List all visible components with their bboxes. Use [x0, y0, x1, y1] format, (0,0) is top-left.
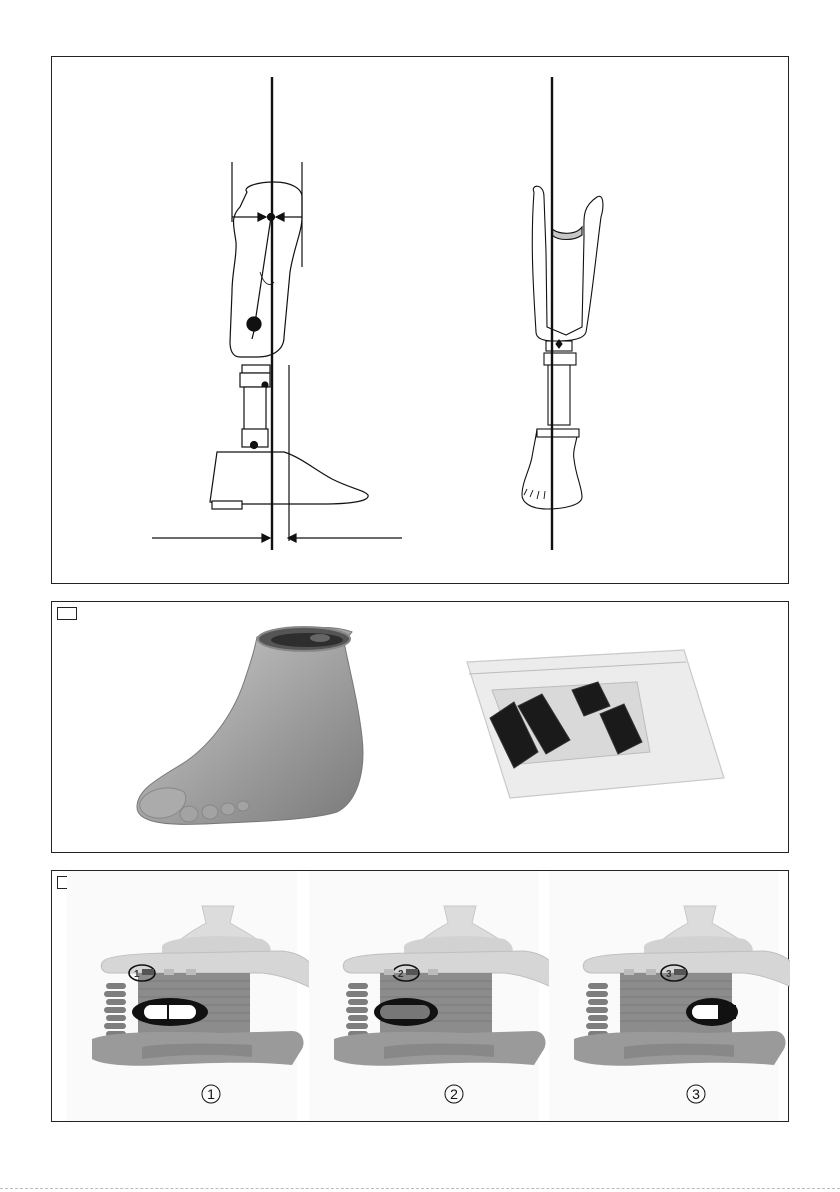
setting-1-image: [67, 871, 322, 1121]
position-2-label: 2: [450, 1086, 458, 1102]
alignment-drawing: [52, 57, 790, 585]
front-view-prosthesis: [522, 186, 603, 509]
components-drawing: [52, 602, 790, 854]
foot-shell-image: [137, 627, 363, 824]
settings-drawing: [52, 871, 790, 1123]
scale-text-2: 2: [398, 969, 404, 980]
side-view-prosthesis: [152, 162, 402, 542]
settings-figure-panel: [51, 870, 789, 1122]
scale-text-1: 1: [134, 969, 140, 980]
setting-3-image: [549, 871, 790, 1121]
alignment-figure-panel: [51, 56, 789, 584]
position-3-label: 3: [692, 1086, 700, 1102]
page-bottom-rule: [0, 1188, 840, 1189]
scale-text-3: 3: [666, 969, 672, 980]
pad-bag-image: [467, 650, 724, 798]
setting-2-image: [309, 871, 564, 1121]
position-1-label: 1: [207, 1086, 215, 1102]
components-figure-panel: [51, 601, 789, 853]
